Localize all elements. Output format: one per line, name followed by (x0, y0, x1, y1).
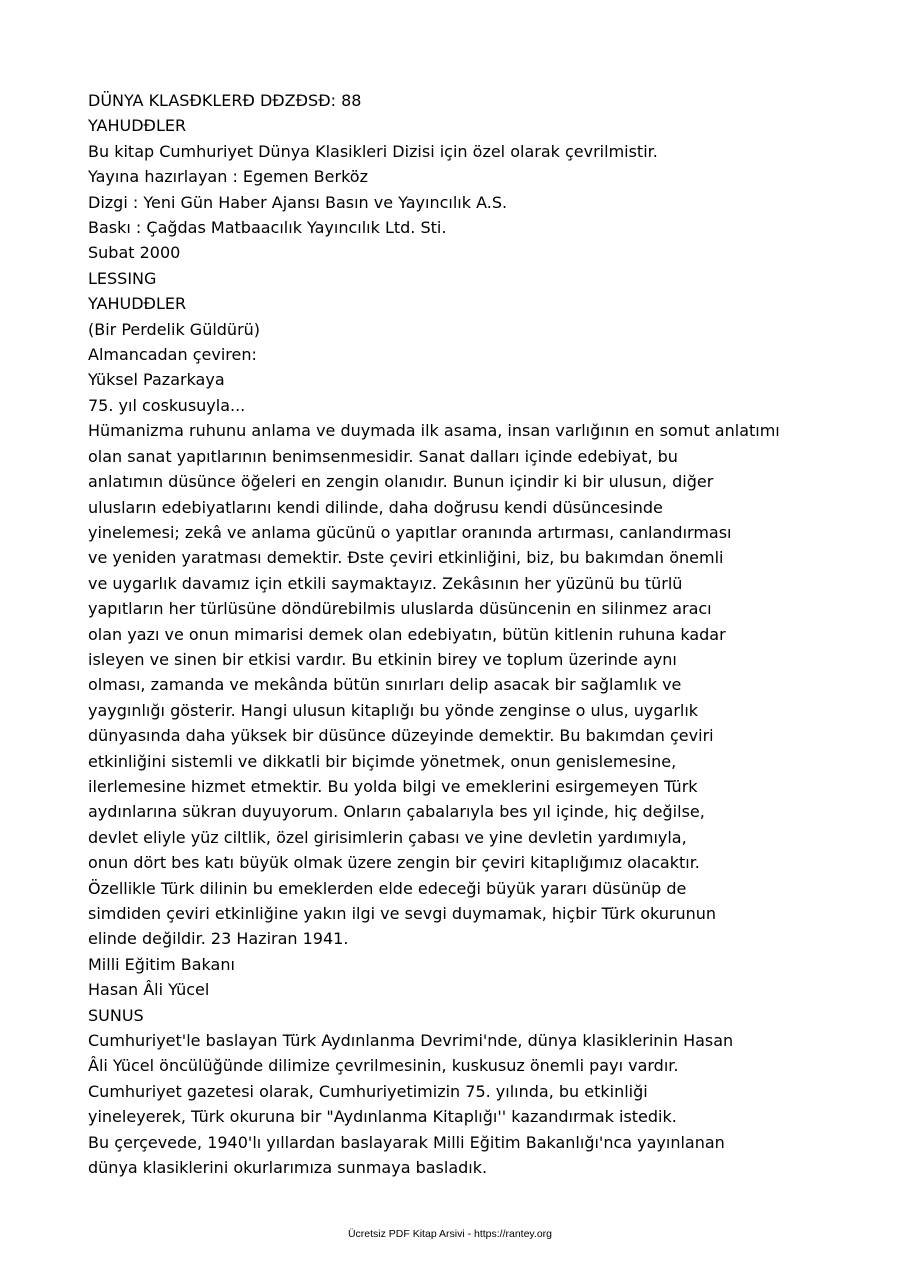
publication-date: Subat 2000 (88, 243, 181, 263)
sunus-line: Bu çerçevede, 1940'lı yıllardan baslayarak Milli Eğitim Bakanlığı'nca yayınlanan (88, 1132, 725, 1152)
page-footer: Ücretsiz PDF Kitap Arsivi - https://rantey.org (347, 1228, 553, 1240)
preface-line: ve uygarlık davamız için etkili saymaktayız. Zekâsının her yüzünü bu türlü (88, 573, 683, 593)
preface-line: olan sanat yapıtlarının benimsenmesidir. Sanat dalları içinde edebiyat, bu (88, 446, 678, 466)
preface-line: anlatımın düsünce öğeleri en zengin olanıdır. Bunun içindir ki bir ulusun, diğer (88, 472, 714, 492)
sunus-line: Cumhuriyet'le baslayan Türk Aydınlanma Devrimi'nde, dünya klasiklerinin Hasan (88, 1031, 734, 1051)
work-subtitle: (Bir Perdelik Güldürü) (88, 319, 261, 339)
preface-line: isleyen ve sinen bir etkisi vardır. Bu etkinin birey ve toplum üzerinde aynı (88, 649, 677, 669)
preface-line: simdiden çeviri etkinliğine yakın ilgi ve sevgi duymamak, hiçbir Türk okurunun (88, 904, 717, 923)
preface-line: ve yeniden yaratması demektir. Ðste çeviri etkinliğini, biz, bu bakımdan önemli (88, 548, 724, 568)
document-body (88, 88, 888, 1180)
sunus-line: yineleyerek, Türk okuruna bir "Aydınlanma Kitaplığı'' kazandırmak istedik. (88, 1107, 677, 1127)
preface-line: Hümanizma ruhunu anlama ve duymada ilk asama, insan varlığının en somut anlatımı (88, 421, 780, 441)
preface-line: dünyasında daha yüksek bir düsünce düzeyinde demektir. Bu bakımdan çeviri (88, 726, 714, 746)
work-title: YAHUDÐLER (88, 294, 187, 314)
anniversary-note: 75. yıl coskusuyla... (88, 395, 246, 415)
publication-note: Bu kitap Cumhuriyet Dünya Klasikleri Dizisi için özel olarak çevrilmistir. (88, 141, 658, 161)
book-title-heading: YAHUDÐLER (88, 116, 187, 136)
preface-line: aydınlarına sükran duyuyorum. Onların çabalarıyla bes yıl içinde, hiç değilse, (88, 802, 705, 822)
preface-line: yapıtların her türlüsüne döndürebilmis uluslarda düsüncenin en silinmez aracı (88, 599, 712, 619)
signatory-title: Milli Eğitim Bakanı (88, 954, 235, 974)
preface-line: onun dört bes katı büyük olmak üzere zengin bir çeviri kitaplığımız olacaktır. (88, 853, 700, 873)
signatory-name: Hasan Âli Yücel (88, 980, 210, 1000)
preface-line: Özellikle Türk dilinin bu emeklerden elde edeceği büyük yararı düsünüp de (88, 878, 687, 898)
preface-line: ilerlemesine hizmet etmektir. Bu yolda bilgi ve emeklerini esirgemeyen Türk (88, 776, 698, 796)
series-heading: DÜNYA KLASÐKLERÐ DÐZÐSÐ: 88 (88, 91, 362, 110)
translator-name: Yüksel Pazarkaya (88, 370, 225, 390)
printing-credit: Baskı : Çağdas Matbaacılık Yayıncılık Ltd. Sti. (88, 218, 447, 238)
preface-line: ulusların edebiyatlarını kendi dilinde, daha doğrusu kendi düsüncesinde (88, 497, 663, 517)
sunus-line: Cumhuriyet gazetesi olarak, Cumhuriyetimizin 75. yılında, bu etkinliği (88, 1081, 648, 1101)
editor-credit: Yayına hazırlayan : Egemen Berköz (88, 167, 368, 187)
preface-line: devlet eliyle yüz ciltlik, özel girisimlerin çabası ve yine devletin yardımıyla, (88, 827, 687, 847)
preface-line: olması, zamanda ve mekânda bütün sınırları delip asacak bir sağlamlık ve (88, 675, 682, 695)
sunus-line: dünya klasiklerini okurlarımıza sunmaya basladık. (88, 1158, 488, 1178)
preface-line: etkinliğini sistemli ve dikkatli bir biçimde yönetmek, onun genislemesine, (88, 751, 677, 771)
preface-line: yaygınlığı gösterir. Hangi ulusun kitaplığı bu yönde zenginse o ulus, uygarlık (88, 700, 699, 720)
translator-label: Almancadan çeviren: (88, 345, 257, 365)
author-name: LESSING (88, 268, 157, 288)
preface-line: yinelemesi; zekâ ve anlama gücünü o yapıtlar oranında artırması, canlandırması (88, 522, 732, 542)
typesetting-credit: Dizgi : Yeni Gün Haber Ajansı Basın ve Yayıncılık A.S. (88, 192, 508, 212)
section-heading-sunus: SUNUS (88, 1005, 144, 1025)
preface-date-line: elinde değildir. 23 Haziran 1941. (88, 929, 349, 949)
preface-line: olan yazı ve onun mimarisi demek olan edebiyatın, bütün kitlenin ruhuna kadar (88, 624, 726, 644)
sunus-line: Âli Yücel öncülüğünde dilimize çevrilmesinin, kuskusuz önemli payı vardır. (88, 1056, 679, 1076)
